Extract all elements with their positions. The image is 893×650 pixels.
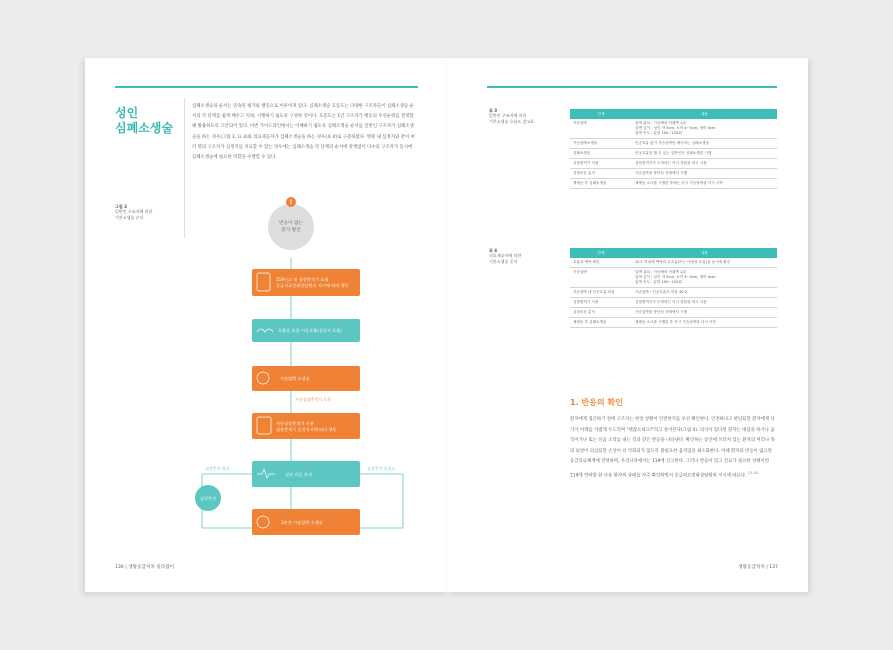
- table-header: 단계: [570, 109, 632, 119]
- table-cell-step: 가슴압박: [570, 268, 632, 288]
- section-body-text: [570, 415, 777, 482]
- table4: [570, 248, 777, 328]
- table-header: 내용: [632, 248, 777, 258]
- table-cell-content: 심장충격기가 도착하는 즉시 전원을 켜고 사용: [632, 159, 777, 169]
- table4-label: 표 4: [489, 248, 498, 253]
- table4-caption: [489, 248, 521, 264]
- svg-text:!: !: [289, 199, 293, 206]
- table-row: [570, 308, 777, 318]
- table-row: [570, 159, 777, 169]
- section-title: 1. 반응의 확인: [570, 398, 623, 407]
- left-folio: 136 | 생활응급처치 길라잡이: [115, 565, 175, 570]
- table-cell-step: 가슴압박 대 인공호흡 비율: [570, 288, 632, 298]
- table-cell-content: 압박 위치 : 가슴뼈의 아래쪽 1/2 압박 깊이 : 성인 약 5cm, 소아 4~5cm, 영아 4cm 압박 속도 : 분당 100~120회: [632, 268, 777, 288]
- flow-start-text: 환자 발견: [281, 228, 301, 233]
- right-page: [447, 58, 808, 592]
- figure-label: 그림 3: [115, 204, 127, 209]
- table-cell-step: 가슴압박소생술: [570, 139, 632, 149]
- flow-step-text: 호흡을 포함 이상호흡(심정지 호흡): [278, 328, 342, 333]
- table-cell-content: 제세동 소크를 시행한 후에는 즉시 가슴압박을 다시 시작: [632, 179, 777, 189]
- table-row: [570, 318, 777, 328]
- table-row: [570, 169, 777, 179]
- flow-note-aed-arrival: 자동심장충격기 도착: [295, 397, 332, 402]
- table-cell-content: 가슴압박을 중단한 상태에서 시행: [632, 169, 777, 179]
- right-folio: 생활응급처치 | 137: [738, 565, 778, 570]
- table-cell-step: 심장충격기 사용: [570, 159, 632, 169]
- flow-shock-text: 심장충격: [199, 496, 217, 501]
- flow-step-text: 2분간 가슴압박 소생술: [281, 520, 323, 525]
- table-row: [570, 298, 777, 308]
- reference-superscript: 13-18: [747, 470, 758, 475]
- table-caption-line: 일반인 구조자에 의한: [489, 113, 527, 119]
- table-cell-step: 심장리듬 분석: [570, 308, 632, 318]
- table-cell-content: 심장충격기가 도착하는 즉시 전원을 켜고 사용: [632, 298, 777, 308]
- table-cell-step: 제세동 후 심폐소생술: [570, 179, 632, 189]
- section-body-content: 환자에게 접근하기 전에 구조자는 현장 상황이 안전한지를 우선 확인한다. 안전하다고 판단되면 환자에게 다가가 어깨를 가볍게 두드리며 "괜찮으세요?"라고 물어본다(그림 4). 의식이 있다면 환자는 대답을 하거나 움직이거나 또는 신음 소리를 내는 것과 같은 반응을 나타낸다. 확인하는 동안에 쓰러져 있는 환자의 머리나 목의 외상이 의심되면 손상이 더 악화되지 않도록 불필요한 움직임을 최소화한다. 이때 환자의 반응이 없으면 응급의료체계에 연락하며, 우리나라에서는 119에 신고한다. 그러나 반응이 있고 진료가 필요한 상태이면 119에 연락할 한 다음 환자의 상태를 자주 확인하면서 응급의료전화상담원의 지시에 따른다.: [570, 417, 775, 479]
- flow-start-node: [268, 204, 314, 250]
- table-cell-content: 제세동 소크를 시행한 후 즉시 가슴압박을 다시 시작: [632, 318, 777, 328]
- flow-step-text: 가슴압박 소생술: [280, 376, 310, 381]
- table-row: [570, 268, 777, 288]
- table3-caption: [489, 108, 534, 124]
- flow-loop-right: [360, 474, 403, 528]
- table-cell-step: 심장리듬 분석: [570, 169, 632, 179]
- table-row: [570, 288, 777, 298]
- table-caption-line: 기본소생술 순서: [489, 258, 518, 264]
- table-row: [570, 139, 777, 149]
- table-cell-content: 10초 이내에 맥박과 무호흡(또는 비정상 호흡)을 동시에 확인: [632, 258, 777, 268]
- table-row: [570, 258, 777, 268]
- table3: [570, 109, 777, 189]
- flow-label-shock-needed: 심장충격 필요: [205, 466, 230, 471]
- table-cell-step: 심장충격기 사용: [570, 298, 632, 308]
- cpr-flowchart: [85, 58, 447, 592]
- table-cell-content: 인공호흡을 할 수 있는 일반인은 심폐소생술 시행: [632, 149, 777, 159]
- body-text: 심폐소생술의 순서는 연속된 평가와 행동으로 이루어져 있다. 심폐소생술 흐름도는 다양한 구조자들이 심폐소생술 순서의 각 단계를 쉽게 배우고 익혀, 시행하기 쉽도록 구성한 것이다. 흐름도는 1인 구조자가 행동의 우선순위를 결정할 때 활용하도록 고안되어 있다. 이번 가이드라인에서는 이해하기 쉽도록 심폐소생술 순서를 일반인 구조자가 심폐소생술을 하는 경우(그림 3, 표 3)와 의료제공자가 심폐소생술을 하는 경우(표 4)로 구분하였다. 병원 내 심정지와 같이 여러 명의 구조자가 심정지를 치료할 수 있는 경우에는 심폐소생술 각 단계의 순서에 관계없이 다수의 구조자가 동시에 심폐소생술에 필요한 역할을 수행할 수 있다.: [192, 104, 415, 161]
- flow-step-text: 심장충격기 음성지시에 따라 행동: [276, 427, 337, 432]
- table-cell-content: 가슴압박을 중단한 상태에서 시행: [632, 308, 777, 318]
- top-rule: [487, 86, 777, 88]
- chapter-title-line: 성인: [115, 106, 139, 120]
- table-header: 내용: [632, 109, 777, 119]
- table-row: [570, 149, 777, 159]
- table-cell-content: 가슴압박 : 인공호흡의 비율 30:2: [632, 288, 777, 298]
- flow-step-text: 응급의료전화상담원의 지시에 따라 행동: [276, 283, 349, 288]
- table-row: [570, 179, 777, 189]
- figure-caption-line: 기본소생술 순서: [115, 214, 144, 220]
- table-row: [570, 119, 777, 139]
- flow-step-text: 자동심장충격기 사용: [276, 421, 314, 426]
- flow-step-text: 심장 리듬 분석: [285, 472, 312, 477]
- table-cell-content: 압박 위치 : 가슴뼈의 아래쪽 1/2 압박 깊이 : 성인 약 5cm, 소아 4~5cm, 영아 4cm 압박 속도 : 분당 100~120회: [632, 119, 777, 139]
- table-cell-step: 호흡과 맥박 확인: [570, 258, 632, 268]
- table3-label: 표 3: [489, 108, 498, 113]
- table-cell-step: 가슴압박: [570, 119, 632, 139]
- figure-caption-line: 일반인 구조자에 의한: [115, 209, 153, 215]
- chapter-title-line: 심폐소생술: [115, 121, 173, 135]
- flow-step-text: 119신고 및 심장충격기 요청: [276, 277, 329, 282]
- flow-label-shock-not-needed: 심장충격 불필요: [367, 466, 396, 471]
- table-caption-line: 기본소생술 흐름도 참고표: [489, 118, 535, 124]
- table-caption-line: 의료제공자에 의한: [489, 253, 522, 259]
- table-header: 단계: [570, 248, 632, 258]
- table-cell-content: 인공호흡 없이 가슴압박만 계속하는 심폐소생술: [632, 139, 777, 149]
- table-cell-step: 제세동 후 심폐소생술: [570, 318, 632, 328]
- table-cell-step: 심폐소생술: [570, 149, 632, 159]
- flow-start-text: 반응이 없는: [279, 221, 303, 226]
- left-page: [85, 58, 447, 592]
